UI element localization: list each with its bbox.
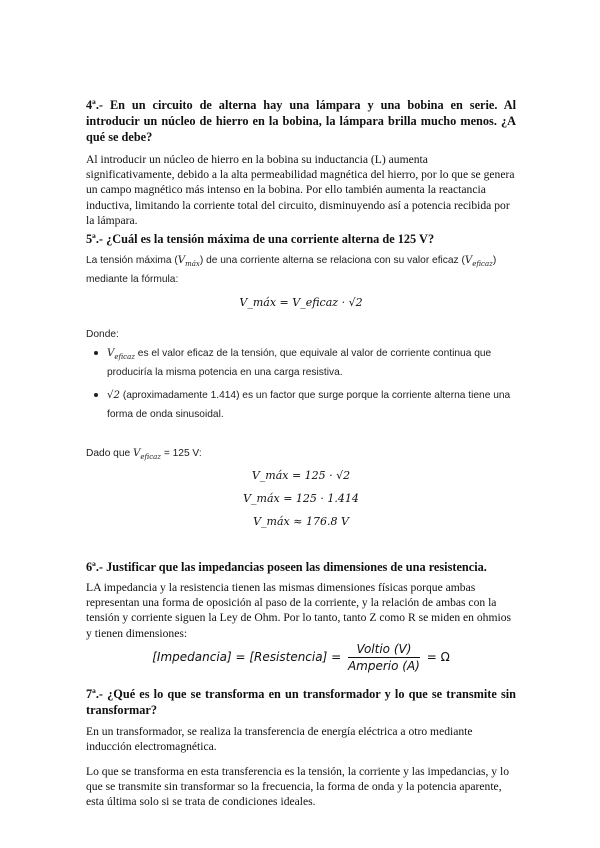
q5-calc-1: V_máx = 125 · √2 <box>251 469 351 482</box>
bullet-1-text-1: es el valor eficaz de la tensión, que equivale al valor de corriente continua que <box>137 348 492 359</box>
bullet-dot <box>94 393 98 397</box>
q4-answer: Al introducir un núcleo de hierro en la bobina su inductancia (L) aumenta significativamente, debido a la alta permeabilidad magnética del hierro, por lo que se genera un campo magnético más intenso en la bobina. Por ello también aumenta la reactancia inductiva, limitando la corriente total del circuito, disminuyendo así a potencia recibida por la lámpara. <box>86 153 515 227</box>
q5-heading: 5ª.- ¿Cuál es la tensión máxima de una corriente alterna de 125 V? <box>86 232 435 246</box>
q5-calc-3: V_máx ≈ 176.8 V <box>253 515 349 528</box>
q6-heading: 6ª.- Justificar que las impedancias poseen las dimensiones de una resistencia. <box>86 560 487 574</box>
bullet-1-line-2: produciría la misma potencia en una carga resistiva. <box>107 367 343 378</box>
vmax-symbol: V <box>177 255 186 266</box>
q6-equation <box>86 642 516 673</box>
q5-given <box>86 444 516 467</box>
q5-given-a: Dado que <box>86 448 131 459</box>
q6-eq-fraction <box>348 642 420 673</box>
q5-intro-a: La tensión máxima ( <box>86 255 178 266</box>
veff-symbol: V <box>464 255 473 266</box>
q5-bullet-1 <box>94 344 516 384</box>
veff-subscript: eficaz <box>472 260 493 269</box>
bullet-2-line-2: forma de onda sinusoidal. <box>107 409 224 420</box>
q5-intro-b: ) de una corriente alterna se relaciona con su valor eficaz ( <box>199 255 465 266</box>
veff-subscript: eficaz <box>140 453 161 462</box>
veff-symbol: V <box>133 448 141 459</box>
q6-eq-right: = Ω <box>426 650 450 664</box>
q7-answer-1: En un transformador, se realiza la transferencia de energía eléctrica a otro mediante inducción electromagnética. <box>86 725 473 754</box>
bullet-dot <box>94 351 98 355</box>
q6-eq-numerator: Voltio (V) <box>348 642 420 658</box>
q5-calc-2: V_máx = 125 · 1.414 <box>243 492 359 505</box>
q6-eq-denominator: Amperio (A) <box>347 659 420 673</box>
q7-heading: 7ª.- ¿Qué es lo que se transforma en un transformador y lo que se transmite sin transformar? <box>86 687 516 717</box>
bullet-2-line-1 <box>107 386 517 405</box>
q5-given-b: = 125 V: <box>163 448 202 459</box>
bullet-2-text-1: (aproximadamente 1.414) es un factor que surge porque la corriente alterna tiene una <box>122 390 511 401</box>
q5-bullet-2 <box>94 386 516 426</box>
q6-eq-left: [Impedancia] = [Resistencia] = <box>152 650 342 664</box>
q5-donde: Donde: <box>86 329 119 340</box>
q6-answer: LA impedancia y la resistencia tienen las mismas dimensiones físicas porque ambas representan una forma de oposición al paso de la corriente, y la relación de ambas con la tensión y corriente siguen la Ley de Ohm. Por lo tanto, tanto Z como R se miden en ohmios y tienen dimensiones: <box>86 581 512 640</box>
vmax-subscript: máx <box>185 260 200 269</box>
q5-intro-line2: mediante la fórmula: <box>86 274 179 285</box>
veff-subscript: eficaz <box>114 353 135 362</box>
sqrt2-symbol: √2 <box>107 390 120 401</box>
q7-answer-2: Lo que se transforma en esta transferencia es la tensión, la corriente y las impedancias, y lo que se transmite sin transformar so la frecuencia, la forma de onda y la potencia aparente, esta última solo si se trata de condiciones ideales. <box>86 765 510 809</box>
veff-symbol: V <box>107 348 115 359</box>
q4-heading: 4ª.- En un circuito de alterna hay una lámpara y una bobina en serie. Al introducir un núcleo de hierro en la bobina, la lámpara brilla mucho menos. ¿A qué se debe? <box>86 98 516 144</box>
q5-formula: V_máx = V_eficaz · √2 <box>239 296 363 309</box>
q5-intro-c: ) <box>492 255 497 266</box>
